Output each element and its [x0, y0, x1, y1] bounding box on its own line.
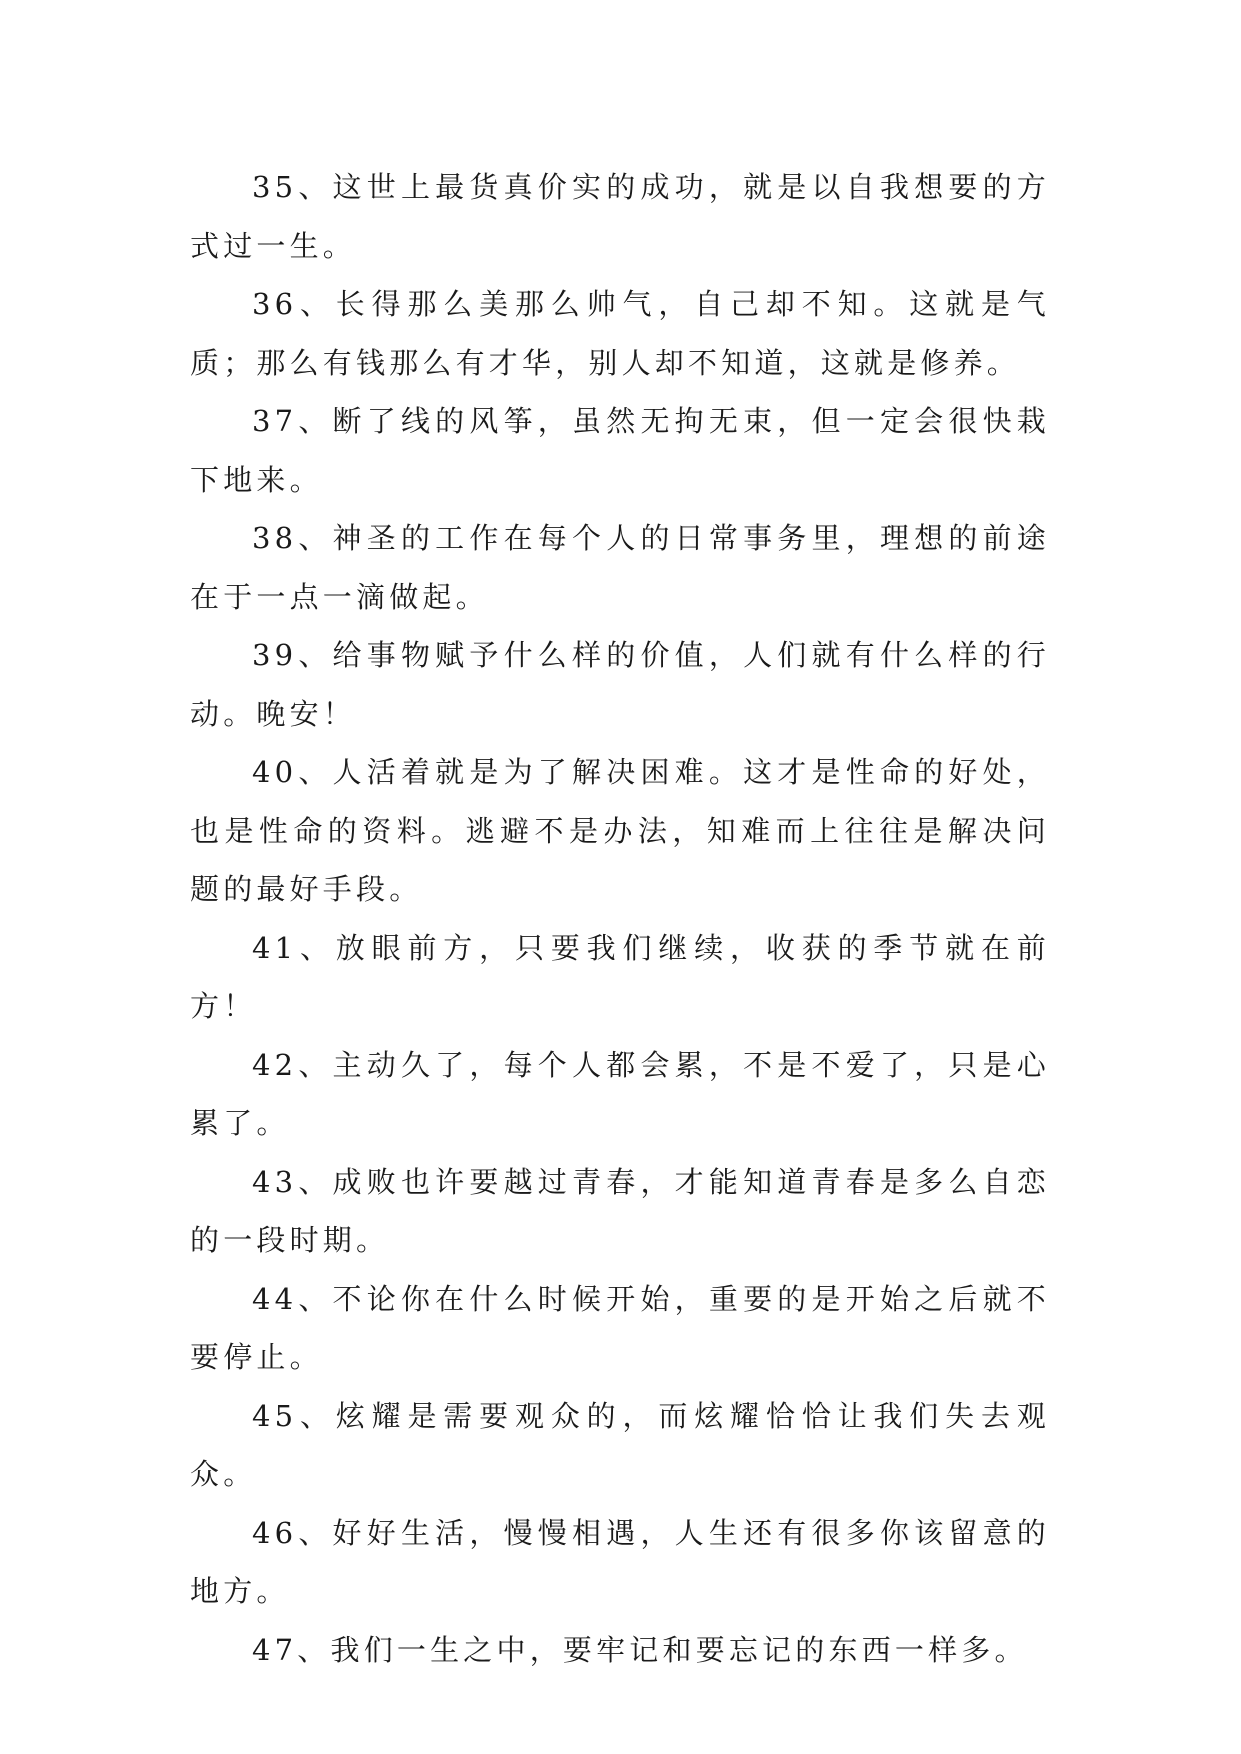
paragraph-38: 38、神圣的工作在每个人的日常事务里，理想的前途在于一点一滴做起。	[190, 521, 1050, 614]
document-body	[190, 158, 1050, 1679]
paragraph-37: 37、断了线的风筝，虽然无拘无束，但一定会很快栽下地来。	[190, 404, 1050, 497]
paragraph-44: 44、不论你在什么时候开始，重要的是开始之后就不要停止。	[190, 1281, 1050, 1374]
paragraph-45: 45、炫耀是需要观众的，而炫耀恰恰让我们失去观众。	[190, 1398, 1050, 1491]
paragraph-39: 39、给事物赋予什么样的价值，人们就有什么样的行动。晚安！	[190, 638, 1050, 731]
paragraph-41: 41、放眼前方，只要我们继续，收获的季节就在前方！	[190, 930, 1050, 1023]
paragraph-35: 35、这世上最货真价实的成功，就是以自我想要的方式过一生。	[190, 170, 1050, 263]
paragraph-36: 36、长得那么美那么帅气，自己却不知。这就是气质；那么有钱那么有才华，别人却不知道，这就是修养。	[190, 287, 1050, 380]
paragraph-43: 43、成败也许要越过青春，才能知道青春是多么自恋的一段时期。	[190, 1164, 1050, 1257]
paragraph-40: 40、人活着就是为了解决困难。这才是性命的好处，也是性命的资料。逃避不是办法，知难而上往往是解决问题的最好手段。	[190, 755, 1050, 906]
paragraph-42: 42、主动久了，每个人都会累，不是不爱了，只是心累了。	[190, 1047, 1050, 1140]
paragraph-47: 47、我们一生之中，要牢记和要忘记的东西一样多。	[252, 1632, 1028, 1667]
paragraph-46: 46、好好生活，慢慢相遇，人生还有很多你该留意的地方。	[190, 1515, 1050, 1608]
